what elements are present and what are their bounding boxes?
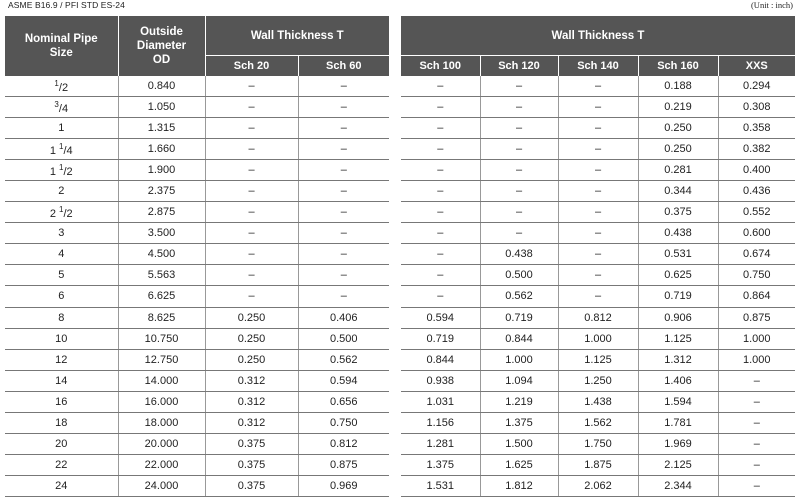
nominal-pipe-size-header: Nominal Pipe Size: [5, 16, 118, 76]
sch60-cell: 0.500: [298, 328, 389, 349]
table-row: [5, 160, 389, 181]
xxs-cell: 0.358: [718, 118, 795, 139]
nps-whole: 22: [55, 458, 68, 471]
nps-whole: 8: [58, 311, 65, 324]
nps-whole: 1: [58, 122, 65, 135]
outside-diameter-header: Outside Diameter OD: [118, 16, 205, 76]
sch100-cell: 1.281: [401, 433, 480, 454]
sch140-cell: –: [558, 223, 638, 244]
nominal-size-cell: $^1$/2: [5, 76, 118, 97]
nps-numerator: 1: [59, 204, 64, 214]
sch100-cell: 0.844: [401, 349, 480, 370]
sch20-cell: 0.375: [205, 454, 298, 475]
sch140-cell: 2.062: [558, 475, 638, 496]
sch160-cell: 0.250: [638, 118, 718, 139]
sch120-cell: 1.625: [480, 454, 558, 475]
sch20-cell: 0.375: [205, 433, 298, 454]
nominal-size-cell: [5, 412, 118, 433]
sch160-cell: 0.375: [638, 202, 718, 223]
sch160-cell: 0.188: [638, 76, 718, 97]
xxs-cell: 0.294: [718, 76, 795, 97]
sch100-cell: 0.938: [401, 370, 480, 391]
sch140-cell: 1.438: [558, 391, 638, 412]
sch60-cell: –: [298, 76, 389, 97]
sch160-cell: 1.125: [638, 328, 718, 349]
table-row: [401, 454, 795, 475]
sch100-cell: –: [401, 265, 480, 286]
table-row: [5, 412, 389, 433]
sch20-cell: 0.312: [205, 391, 298, 412]
sch100-cell: –: [401, 76, 480, 97]
sch60-cell: –: [298, 244, 389, 265]
sch60-header: Sch 60: [298, 56, 389, 77]
xxs-cell: 0.436: [718, 181, 795, 202]
sch160-cell: 0.281: [638, 160, 718, 181]
xxs-cell: –: [718, 391, 795, 412]
sch120-cell: –: [480, 76, 558, 97]
sch140-cell: –: [558, 265, 638, 286]
sch20-cell: –: [205, 160, 298, 181]
nps-numerator: 1: [59, 162, 64, 172]
nps-numerator: 1: [54, 78, 59, 88]
outside-diameter-cell: 1.660: [118, 139, 205, 160]
outside-diameter-cell: 1.900: [118, 160, 205, 181]
nps-whole: 10: [55, 332, 68, 345]
sch100-cell: –: [401, 223, 480, 244]
sch160-cell: 0.906: [638, 307, 718, 328]
xxs-cell: –: [718, 370, 795, 391]
sch140-cell: 1.875: [558, 454, 638, 475]
table-row: [401, 433, 795, 454]
sch120-cell: 0.500: [480, 265, 558, 286]
sch20-cell: –: [205, 286, 298, 307]
table-row: [401, 286, 795, 307]
sch20-cell: 0.312: [205, 370, 298, 391]
nominal-size-cell: 1 $^1$/4: [5, 139, 118, 160]
table-body-left: [5, 76, 389, 496]
sch160-header: Sch 160: [638, 56, 718, 77]
sch60-cell: –: [298, 160, 389, 181]
nps-whole: 4: [58, 248, 65, 261]
outside-diameter-cell: 24.000: [118, 475, 205, 496]
table-row: [5, 76, 389, 97]
nps-whole: 14: [55, 374, 68, 387]
xxs-cell: 0.864: [718, 286, 795, 307]
table-row: [5, 118, 389, 139]
sch100-header: Sch 100: [401, 56, 480, 77]
nps-denominator: 2: [66, 165, 73, 178]
nps-whole: 16: [55, 395, 68, 408]
nps-whole: 24: [55, 479, 68, 492]
sch100-cell: 0.719: [401, 328, 480, 349]
nps-whole: 6: [58, 290, 65, 303]
sch120-cell: 0.438: [480, 244, 558, 265]
sch120-cell: 1.094: [480, 370, 558, 391]
outside-diameter-cell: 4.500: [118, 244, 205, 265]
table-row: [5, 307, 389, 328]
sch20-cell: 0.250: [205, 328, 298, 349]
nps-whole: 2: [58, 185, 65, 198]
nominal-size-cell: [5, 118, 118, 139]
sch100-cell: 1.156: [401, 412, 480, 433]
sch120-cell: 0.562: [480, 286, 558, 307]
sch20-cell: 0.375: [205, 475, 298, 496]
sch120-cell: –: [480, 223, 558, 244]
xxs-cell: 0.750: [718, 265, 795, 286]
sch60-cell: –: [298, 265, 389, 286]
sch60-cell: 0.750: [298, 412, 389, 433]
nps-denominator: 4: [61, 102, 69, 115]
table-row: [401, 328, 795, 349]
sch100-cell: –: [401, 286, 480, 307]
sch120-cell: –: [480, 202, 558, 223]
sch120-cell: 1.375: [480, 412, 558, 433]
nps-numerator: 1: [59, 141, 64, 151]
sch60-cell: 0.406: [298, 307, 389, 328]
xxs-header: XXS: [718, 56, 795, 77]
sch160-cell: 1.781: [638, 412, 718, 433]
sch60-cell: –: [298, 139, 389, 160]
sch140-cell: –: [558, 202, 638, 223]
sch60-cell: 0.969: [298, 475, 389, 496]
table-row: [5, 265, 389, 286]
table-row: [401, 223, 795, 244]
table-row: [5, 454, 389, 475]
nps-whole: 2: [49, 207, 56, 220]
sch100-cell: 0.594: [401, 307, 480, 328]
table-row: [401, 202, 795, 223]
sch140-cell: 1.125: [558, 349, 638, 370]
sch140-cell: –: [558, 97, 638, 118]
table-row: [5, 181, 389, 202]
outside-diameter-cell: 5.563: [118, 265, 205, 286]
outside-diameter-cell: 3.500: [118, 223, 205, 244]
wall-thickness-header-left: Wall Thickness T: [205, 16, 389, 56]
sch160-cell: 2.344: [638, 475, 718, 496]
nominal-size-cell: [5, 286, 118, 307]
outside-diameter-cell: 14.000: [118, 370, 205, 391]
sch60-cell: –: [298, 181, 389, 202]
sch20-cell: 0.250: [205, 349, 298, 370]
sch100-cell: 1.531: [401, 475, 480, 496]
table-row: [5, 97, 389, 118]
sch160-cell: 1.594: [638, 391, 718, 412]
sch20-cell: –: [205, 244, 298, 265]
outside-diameter-cell: 20.000: [118, 433, 205, 454]
sch140-cell: 0.812: [558, 307, 638, 328]
sch20-cell: –: [205, 97, 298, 118]
sch20-cell: –: [205, 202, 298, 223]
table-row: [401, 118, 795, 139]
sch140-cell: 1.000: [558, 328, 638, 349]
sch140-cell: –: [558, 76, 638, 97]
sch20-cell: –: [205, 265, 298, 286]
sch140-cell: 1.250: [558, 370, 638, 391]
table-row: [5, 244, 389, 265]
nps-denominator: 2: [61, 81, 69, 94]
sch140-header: Sch 140: [558, 56, 638, 77]
sch140-cell: 1.750: [558, 433, 638, 454]
outside-diameter-cell: 18.000: [118, 412, 205, 433]
sch120-cell: 1.812: [480, 475, 558, 496]
sch120-cell: –: [480, 139, 558, 160]
sch100-cell: –: [401, 118, 480, 139]
nominal-size-cell: [5, 265, 118, 286]
xxs-cell: 0.308: [718, 97, 795, 118]
nps-whole: 20: [55, 437, 68, 450]
sch140-cell: 1.562: [558, 412, 638, 433]
sch160-cell: 0.344: [638, 181, 718, 202]
table-row: [5, 223, 389, 244]
sch120-cell: 1.219: [480, 391, 558, 412]
unit-label: (Unit : inch): [750, 0, 793, 10]
sch140-cell: –: [558, 244, 638, 265]
table-row: [5, 433, 389, 454]
xxs-cell: –: [718, 454, 795, 475]
xxs-cell: 1.000: [718, 349, 795, 370]
sch20-cell: –: [205, 76, 298, 97]
table-row: [401, 349, 795, 370]
sch100-cell: –: [401, 244, 480, 265]
table-row: [5, 475, 389, 496]
sch100-cell: –: [401, 139, 480, 160]
outside-diameter-cell: 12.750: [118, 349, 205, 370]
sch20-cell: 0.312: [205, 412, 298, 433]
sch160-cell: 0.250: [638, 139, 718, 160]
sch160-cell: 0.625: [638, 265, 718, 286]
nominal-size-cell: [5, 370, 118, 391]
sch140-cell: –: [558, 160, 638, 181]
sch160-cell: 1.406: [638, 370, 718, 391]
sch100-cell: –: [401, 181, 480, 202]
sch160-cell: 1.969: [638, 433, 718, 454]
table-row: [401, 307, 795, 328]
sch60-cell: 0.875: [298, 454, 389, 475]
sch100-cell: –: [401, 160, 480, 181]
table-row: [401, 265, 795, 286]
sch160-cell: 0.719: [638, 286, 718, 307]
nps-denominator: 4: [66, 144, 73, 157]
sch160-cell: 0.219: [638, 97, 718, 118]
nps-whole: 3: [58, 227, 65, 240]
table-row: [401, 370, 795, 391]
nominal-size-cell: [5, 475, 118, 496]
outside-diameter-cell: 2.875: [118, 202, 205, 223]
pipe-table-right: [401, 16, 795, 497]
table-row: [401, 76, 795, 97]
nominal-size-cell: 1 $^1$/2: [5, 160, 118, 181]
xxs-cell: –: [718, 433, 795, 454]
sch120-header: Sch 120: [480, 56, 558, 77]
sch120-cell: –: [480, 160, 558, 181]
nominal-size-cell: [5, 454, 118, 475]
outside-diameter-cell: 10.750: [118, 328, 205, 349]
nominal-size-cell: $^3$/4: [5, 97, 118, 118]
sch120-cell: –: [480, 118, 558, 139]
nominal-size-cell: 2 $^1$/2: [5, 202, 118, 223]
sch160-cell: 1.312: [638, 349, 718, 370]
sch60-cell: 0.656: [298, 391, 389, 412]
sch20-cell: –: [205, 223, 298, 244]
sch100-cell: –: [401, 202, 480, 223]
nps-whole: 1: [49, 144, 56, 157]
nominal-size-cell: [5, 223, 118, 244]
table-row: [5, 286, 389, 307]
outside-diameter-cell: 1.050: [118, 97, 205, 118]
outside-diameter-cell: 22.000: [118, 454, 205, 475]
sch120-cell: 0.719: [480, 307, 558, 328]
outside-diameter-cell: 6.625: [118, 286, 205, 307]
standard-reference: ASME B16.9 / PFI STD ES-24: [8, 0, 125, 10]
wall-thickness-header-right: Wall Thickness T: [401, 16, 795, 56]
nominal-size-cell: [5, 328, 118, 349]
sch20-cell: 0.250: [205, 307, 298, 328]
xxs-cell: 0.552: [718, 202, 795, 223]
table-row: [401, 244, 795, 265]
xxs-cell: –: [718, 475, 795, 496]
table-body-right: [401, 76, 795, 496]
pipe-table-left: [5, 16, 389, 497]
sch60-cell: 0.562: [298, 349, 389, 370]
table-row: [5, 349, 389, 370]
xxs-cell: –: [718, 412, 795, 433]
nps-whole: 18: [55, 416, 68, 429]
nps-numerator: 3: [54, 99, 59, 109]
sch60-cell: –: [298, 97, 389, 118]
sch140-cell: –: [558, 181, 638, 202]
nominal-size-cell: [5, 433, 118, 454]
xxs-cell: 0.674: [718, 244, 795, 265]
nps-whole: 12: [55, 353, 68, 366]
xxs-cell: 0.400: [718, 160, 795, 181]
nominal-size-cell: [5, 307, 118, 328]
table-row: [401, 160, 795, 181]
sch60-cell: –: [298, 118, 389, 139]
sch100-cell: –: [401, 97, 480, 118]
sch60-cell: –: [298, 223, 389, 244]
sch160-cell: 0.531: [638, 244, 718, 265]
outside-diameter-cell: 16.000: [118, 391, 205, 412]
table-row: [5, 139, 389, 160]
table-row: [401, 139, 795, 160]
table-row: [5, 391, 389, 412]
sch20-cell: –: [205, 118, 298, 139]
outside-diameter-cell: 0.840: [118, 76, 205, 97]
sch60-cell: –: [298, 202, 389, 223]
sch140-cell: –: [558, 118, 638, 139]
outside-diameter-cell: 2.375: [118, 181, 205, 202]
outside-diameter-cell: 1.315: [118, 118, 205, 139]
sch160-cell: 2.125: [638, 454, 718, 475]
sch120-cell: –: [480, 181, 558, 202]
sch120-cell: 1.000: [480, 349, 558, 370]
sch160-cell: 0.438: [638, 223, 718, 244]
sch60-cell: –: [298, 286, 389, 307]
sch120-cell: 1.500: [480, 433, 558, 454]
nps-whole: 1: [49, 165, 56, 178]
sch60-cell: 0.812: [298, 433, 389, 454]
sch140-cell: –: [558, 286, 638, 307]
nominal-size-cell: [5, 349, 118, 370]
table-row: [401, 181, 795, 202]
xxs-cell: 0.875: [718, 307, 795, 328]
table-row: [5, 328, 389, 349]
table-row: [401, 412, 795, 433]
xxs-cell: 0.382: [718, 139, 795, 160]
sch120-cell: –: [480, 97, 558, 118]
table-row: [401, 391, 795, 412]
nominal-size-cell: [5, 181, 118, 202]
sch20-cell: –: [205, 181, 298, 202]
nominal-size-cell: [5, 244, 118, 265]
sch20-cell: –: [205, 139, 298, 160]
xxs-cell: 1.000: [718, 328, 795, 349]
sch140-cell: –: [558, 139, 638, 160]
sch120-cell: 0.844: [480, 328, 558, 349]
sch60-cell: 0.594: [298, 370, 389, 391]
xxs-cell: 0.600: [718, 223, 795, 244]
table-row: [5, 370, 389, 391]
nps-denominator: 2: [66, 207, 73, 220]
table-row: [5, 202, 389, 223]
nominal-size-cell: [5, 391, 118, 412]
table-row: [401, 475, 795, 496]
sch20-header: Sch 20: [205, 56, 298, 77]
sch100-cell: 1.375: [401, 454, 480, 475]
nps-whole: 5: [58, 269, 65, 282]
outside-diameter-cell: 8.625: [118, 307, 205, 328]
sch100-cell: 1.031: [401, 391, 480, 412]
table-row: [401, 97, 795, 118]
